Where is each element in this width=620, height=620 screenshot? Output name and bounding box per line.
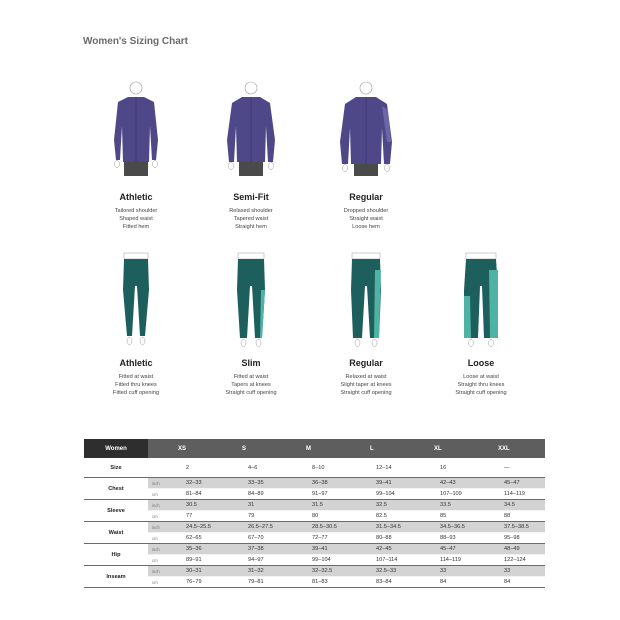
table-row-size	[84, 458, 545, 478]
table-cell: 31	[242, 500, 306, 511]
top-fit-name: Regular	[349, 192, 383, 202]
table-cell: 67–70	[242, 533, 306, 544]
table-cell: 31–32	[242, 566, 306, 577]
unit-spacer	[148, 458, 178, 478]
unit-label: inch	[148, 478, 178, 489]
description-line: Slight taper at knees	[340, 382, 392, 388]
table-cell: 16	[434, 458, 498, 478]
table-cell: 34.5–36.5	[434, 522, 498, 533]
size-chart-table	[84, 439, 545, 588]
description-line: Shaped waist	[119, 216, 153, 222]
unit-label: cm	[148, 577, 178, 588]
table-cell: 48–49	[498, 544, 545, 555]
table-cell: 30–31	[178, 566, 242, 577]
size-column-header: XS	[178, 439, 242, 458]
header-spacer	[148, 439, 178, 458]
table-row-chest-inch	[84, 478, 545, 489]
table-cell: 122–124	[498, 555, 545, 566]
description-line: Fitted at waist	[233, 374, 269, 380]
table-header-row	[84, 439, 545, 458]
description-line: Straight cuff opening	[340, 390, 392, 396]
table-cell: 83–84	[370, 577, 434, 588]
description-line: Loose hem	[352, 224, 380, 230]
table-cell: 45–47	[498, 478, 545, 489]
table-cell: 84	[498, 577, 545, 588]
table-cell: 28.5–30.5	[306, 522, 370, 533]
row-label: Chest	[84, 478, 148, 500]
table-cell: —	[498, 458, 545, 478]
top-fit-description	[311, 207, 421, 231]
table-cell: 32.5	[370, 500, 434, 511]
table-cell: 33	[498, 566, 545, 577]
table-row-waist-inch	[84, 522, 545, 533]
table-cell: 114–119	[434, 555, 498, 566]
size-column-header: L	[370, 439, 434, 458]
description-line: Fitted at waist	[118, 374, 154, 380]
table-cell: 62–65	[178, 533, 242, 544]
size-column-header: XL	[434, 439, 498, 458]
table-cell: 36–38	[306, 478, 370, 489]
top-fit-description	[196, 207, 306, 231]
description-line: Straight cuff opening	[225, 390, 277, 396]
table-cell: 76–79	[178, 577, 242, 588]
table-cell: 37–38	[242, 544, 306, 555]
bottom-fit-name: Slim	[241, 358, 261, 368]
size-column-header: M	[306, 439, 370, 458]
table-cell: 33–35	[242, 478, 306, 489]
unit-label: inch	[148, 500, 178, 511]
top-fit-description	[81, 207, 191, 231]
table-row-sleeve-inch	[84, 500, 545, 511]
description-line: Fitted hem	[122, 224, 150, 230]
table-cell: 72–77	[306, 533, 370, 544]
description-line: Fitted thru knees	[115, 382, 157, 388]
bottom-fit-athletic	[81, 250, 191, 397]
table-cell: 107–109	[434, 489, 498, 500]
table-cell: 31.5	[306, 500, 370, 511]
pants-regular-figure	[341, 250, 391, 354]
description-line: Fitted cuff opening	[113, 390, 159, 396]
table-cell: 99–104	[370, 489, 434, 500]
table-cell: 80	[306, 511, 370, 522]
table-row-inseam-cm	[84, 577, 545, 588]
table-cell: 39–41	[306, 544, 370, 555]
table-cell: 26.5–27.5	[242, 522, 306, 533]
description-line: Relaxed shoulder	[229, 208, 273, 214]
table-cell: 24.5–25.5	[178, 522, 242, 533]
table-cell: 81–83	[306, 577, 370, 588]
size-column-header: XXL	[498, 439, 545, 458]
unit-label: cm	[148, 511, 178, 522]
description-line: Straight waist	[349, 216, 383, 222]
table-cell: 99–104	[306, 555, 370, 566]
table-cell: 30.5	[178, 500, 242, 511]
table-cell: 35–36	[178, 544, 242, 555]
row-label: Inseam	[84, 566, 148, 588]
table-cell: 80–88	[370, 533, 434, 544]
table-cell: 8–10	[306, 458, 370, 478]
table-cell: 37.5–38.5	[498, 522, 545, 533]
unit-label: cm	[148, 533, 178, 544]
bottom-fit-description	[311, 373, 421, 397]
table-cell: 34.5	[498, 500, 545, 511]
table-cell: 95–98	[498, 533, 545, 544]
bottom-fit-loose	[426, 250, 536, 397]
table-cell: 82.5	[370, 511, 434, 522]
unit-label: inch	[148, 522, 178, 533]
description-line: Straight hem	[235, 224, 267, 230]
top-fit-athletic	[81, 80, 191, 231]
bottom-fit-name: Athletic	[119, 358, 153, 368]
description-line: Dropped shoulder	[343, 208, 389, 214]
table-row-sleeve-cm	[84, 511, 545, 522]
table-cell: 84–89	[242, 489, 306, 500]
jacket-semi-fit-figure	[221, 80, 281, 188]
table-cell: 32–33	[178, 478, 242, 489]
row-label: Sleeve	[84, 500, 148, 522]
bottom-fit-name: Loose	[467, 358, 495, 368]
bottom-fit-regular	[311, 250, 421, 397]
table-cell: 33	[434, 566, 498, 577]
unit-label: inch	[148, 566, 178, 577]
table-row-inseam-inch	[84, 566, 545, 577]
table-cell: 39–41	[370, 478, 434, 489]
size-column-header: S	[242, 439, 306, 458]
bottom-fit-slim	[196, 250, 306, 397]
table-row-chest-cm	[84, 489, 545, 500]
table-cell: 32–32.5	[306, 566, 370, 577]
pants-athletic-figure	[111, 250, 161, 354]
table-cell: 88–93	[434, 533, 498, 544]
table-row-hip-inch	[84, 544, 545, 555]
unit-label: cm	[148, 489, 178, 500]
table-cell: 31.5–34.5	[370, 522, 434, 533]
table-row-waist-cm	[84, 533, 545, 544]
table-cell: 89–91	[178, 555, 242, 566]
top-fit-name: Semi-Fit	[233, 192, 269, 202]
table-cell: 32.5–33	[370, 566, 434, 577]
table-cell: 12–14	[370, 458, 434, 478]
table-cell: 79	[242, 511, 306, 522]
table-cell: 77	[178, 511, 242, 522]
pants-slim-figure	[226, 250, 276, 354]
bottom-fit-description	[426, 373, 536, 397]
table-cell: 81–84	[178, 489, 242, 500]
bottom-fit-name: Regular	[349, 358, 383, 368]
top-fit-name: Athletic	[119, 192, 153, 202]
table-cell: 2	[178, 458, 242, 478]
unit-label: cm	[148, 555, 178, 566]
page-title: Women's Sizing Chart	[83, 36, 188, 47]
table-cell: 79–81	[242, 577, 306, 588]
table-cell: 45–47	[434, 544, 498, 555]
table-cell: 84	[434, 577, 498, 588]
row-label: Hip	[84, 544, 148, 566]
table-cell: 91–97	[306, 489, 370, 500]
table-cell: 42–45	[370, 544, 434, 555]
table-cell: 107–114	[370, 555, 434, 566]
pants-loose-figure	[456, 250, 506, 354]
table-cell: 42–43	[434, 478, 498, 489]
description-line: Tapered waist	[233, 216, 269, 222]
jacket-regular-figure	[336, 80, 396, 188]
description-line: Tailored shoulder	[114, 208, 158, 214]
jacket-athletic-figure	[106, 80, 166, 188]
table-corner-label: Women	[84, 439, 148, 458]
description-line: Relaxed at waist	[345, 374, 387, 380]
table-cell: 88	[498, 511, 545, 522]
row-label: Waist	[84, 522, 148, 544]
row-label: Size	[84, 458, 148, 478]
unit-label: inch	[148, 544, 178, 555]
description-line: Straight cuff opening	[455, 390, 507, 396]
table-cell: 33.5	[434, 500, 498, 511]
table-cell: 114–119	[498, 489, 545, 500]
description-line: Loose at waist	[463, 374, 499, 380]
table-cell: 94–97	[242, 555, 306, 566]
description-line: Straight thru knees	[457, 382, 505, 388]
table-cell: 4–6	[242, 458, 306, 478]
description-line: Tapers at knees	[231, 382, 271, 388]
bottom-fit-description	[196, 373, 306, 397]
table-row-hip-cm	[84, 555, 545, 566]
top-fit-semi-fit	[196, 80, 306, 231]
table-cell: 85	[434, 511, 498, 522]
bottom-fit-description	[81, 373, 191, 397]
top-fit-regular	[311, 80, 421, 231]
